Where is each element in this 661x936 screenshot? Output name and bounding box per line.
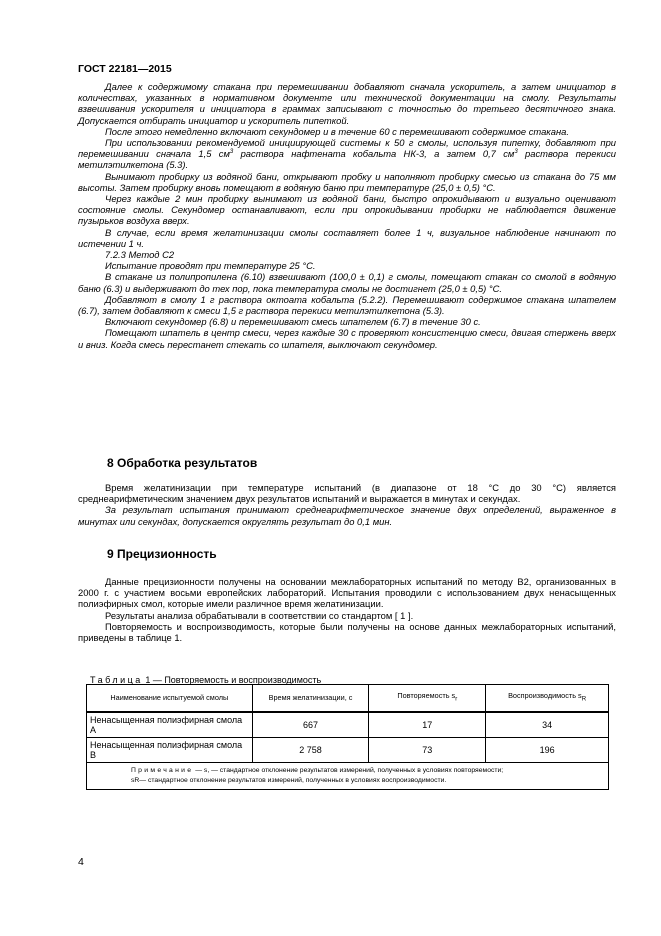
table-caption-label: Таблица [90,675,143,685]
table-caption-text: 1 — Повторяемость и воспроизводимость [145,675,322,685]
paragraph: За результат испытания принимают среднеарифметическое значение двух определений, выраженное в минутах или секундах, допускается округлять результат до 0,1 мин. [78,504,616,527]
table-cell: 73 [369,738,486,763]
note-label: Примечание [131,767,194,774]
method-description [78,81,616,350]
column-header: Наименование испытуемой смолы [87,685,253,713]
table-cell: Ненасыщенная полиэфирная смола В [87,738,253,763]
paragraph: Включают секундомер (6.8) и перемешивают смесь шпателем (6.7) в течение 30 с. [105,316,481,328]
table-cell: 34 [486,712,609,738]
paragraph: Через каждые 2 мин пробирку вынимают из водяной бани, быстро опрокидывают и визуально оценивают состояние смолы. Секундомер останавливают, если при опрокидывании пробирки не наблюдается движение пузырьков воздуха вверх. [78,193,616,227]
column-header: Воспроизводимость $s_R$ [486,685,609,713]
table-row [87,738,609,763]
section-title-results: 8 Обработка результатов [107,456,258,470]
table-cell: 17 [369,712,486,738]
paragraph: В случае, если время желатинизации смолы составляет более 1 ч, визуальное наблюдение начинают по истечении 1 ч. [78,226,616,249]
paragraph: Помещают шпатель в центр смеси, через каждые 30 с проверяют консистенцию смеси, двигая стержень вверх и вниз. Когда смесь перестанет стекать со шпателя, выключают секундомер. [78,327,616,350]
paragraph: Далее к содержимому стакана при перемешивании добавляют сначала ускоритель, а затем инициатор в количествах, указанных в нормативном документе или технической документации на смолу. Результаты взвешивания ускорителя и инициатора в граммах записывают с точностью до третьего десятичного знака. Допускается отбирать инициатор и ускоритель пипеткой. [78,81,616,126]
table-header-row [87,685,609,713]
paragraph: В стакане из полипропилена (6.10) взвешивают (100,0 ± 0,1) г смолы, помещают стакан со смолой в водяную баню (6.3) и выдерживают до тех пор, пока температура смолы не достигнет (25,0 ± 0,5) °С. [78,271,616,294]
paragraph: Повторяемость и воспроизводимость, которые были получены на основе данных межлабораторных испытаний, приведены в таблице 1. [78,620,616,644]
table-cell: 196 [486,738,609,763]
paragraph: Испытание проводят при температуре 25 °С. [105,260,316,272]
note-text: — s, — стандартное отклонение результатов измерений, полученных в условиях повторяемости; [195,767,504,774]
column-header: Время желатинизации, с [252,685,369,713]
precision-section [78,576,616,643]
table-note-row [87,763,609,790]
paragraph: Данные прецизионности получены на основании межлабораторных испытаний по методу В2, организованных в 2000 г. с участием восьми европейских лабораторий. Испытания проводили с использованием двух ненасыщенных полиэфирных смол, которые имели различное время желатинизации. [78,576,616,610]
section-title-precision: 9 Прецизионность [107,547,217,561]
precision-table [86,684,609,790]
paragraph: После этого немедленно включают секундомер и в течение 60 с перемешивают содержимое стакана. [105,125,569,137]
subsection-heading: 7.2.3 Метод С2 [105,249,175,261]
paragraph: Время желатинизации при температуре испытаний (в диапазоне от 18 °С до 30 °С) является среднеарифметическим значением двух результатов испытаний и выражается в минутах и секундах. [78,482,616,505]
table-row [87,712,609,738]
table-cell: 2 758 [252,738,369,763]
paragraph: При использовании рекомендуемой инициирующей системы к 50 г смолы, используя пипетку, добавляют при перемешивании сначала 1,5 $см^3$ раствора нафтената кобальта НК-3, а затем 0,7 $см^3$ раствора перекиси метилэтилкетона (5.3). [78,137,616,171]
page-number: 4 [78,856,84,868]
paragraph: Добавляют в смолу 1 г раствора октоата кобальта (5.2.2). Перемешивают содержимое стакана шпателем (6.7), затем добавляют к смеси 1,5 г раствора перекиси метилэтилкетона (5.3). [78,293,616,317]
paragraph: Вынимают пробирку из водяной бани, открывают пробку и наполняют пробирку смесью из стакана до 75 мм высоты. Затем пробирку вновь помещают в водяную баню при температуре (25,0 ± 0,5) °С. [78,170,616,193]
paragraph: Результаты анализа обрабатывали в соответствии со стандартом [ 1 ]. [105,609,414,621]
column-header: Повторяемость $s_r$ [369,685,486,713]
table-note [87,763,609,790]
table-cell: 667 [252,712,369,738]
results-section [78,482,616,527]
document-header: ГОСТ 22181—2015 [78,63,172,75]
note-text: sR— стандартное отклонение результатов измерений, полученных в условиях воспроизводимости. [131,777,447,784]
table-cell: Ненасыщенная полиэфирная смола А [87,712,253,738]
